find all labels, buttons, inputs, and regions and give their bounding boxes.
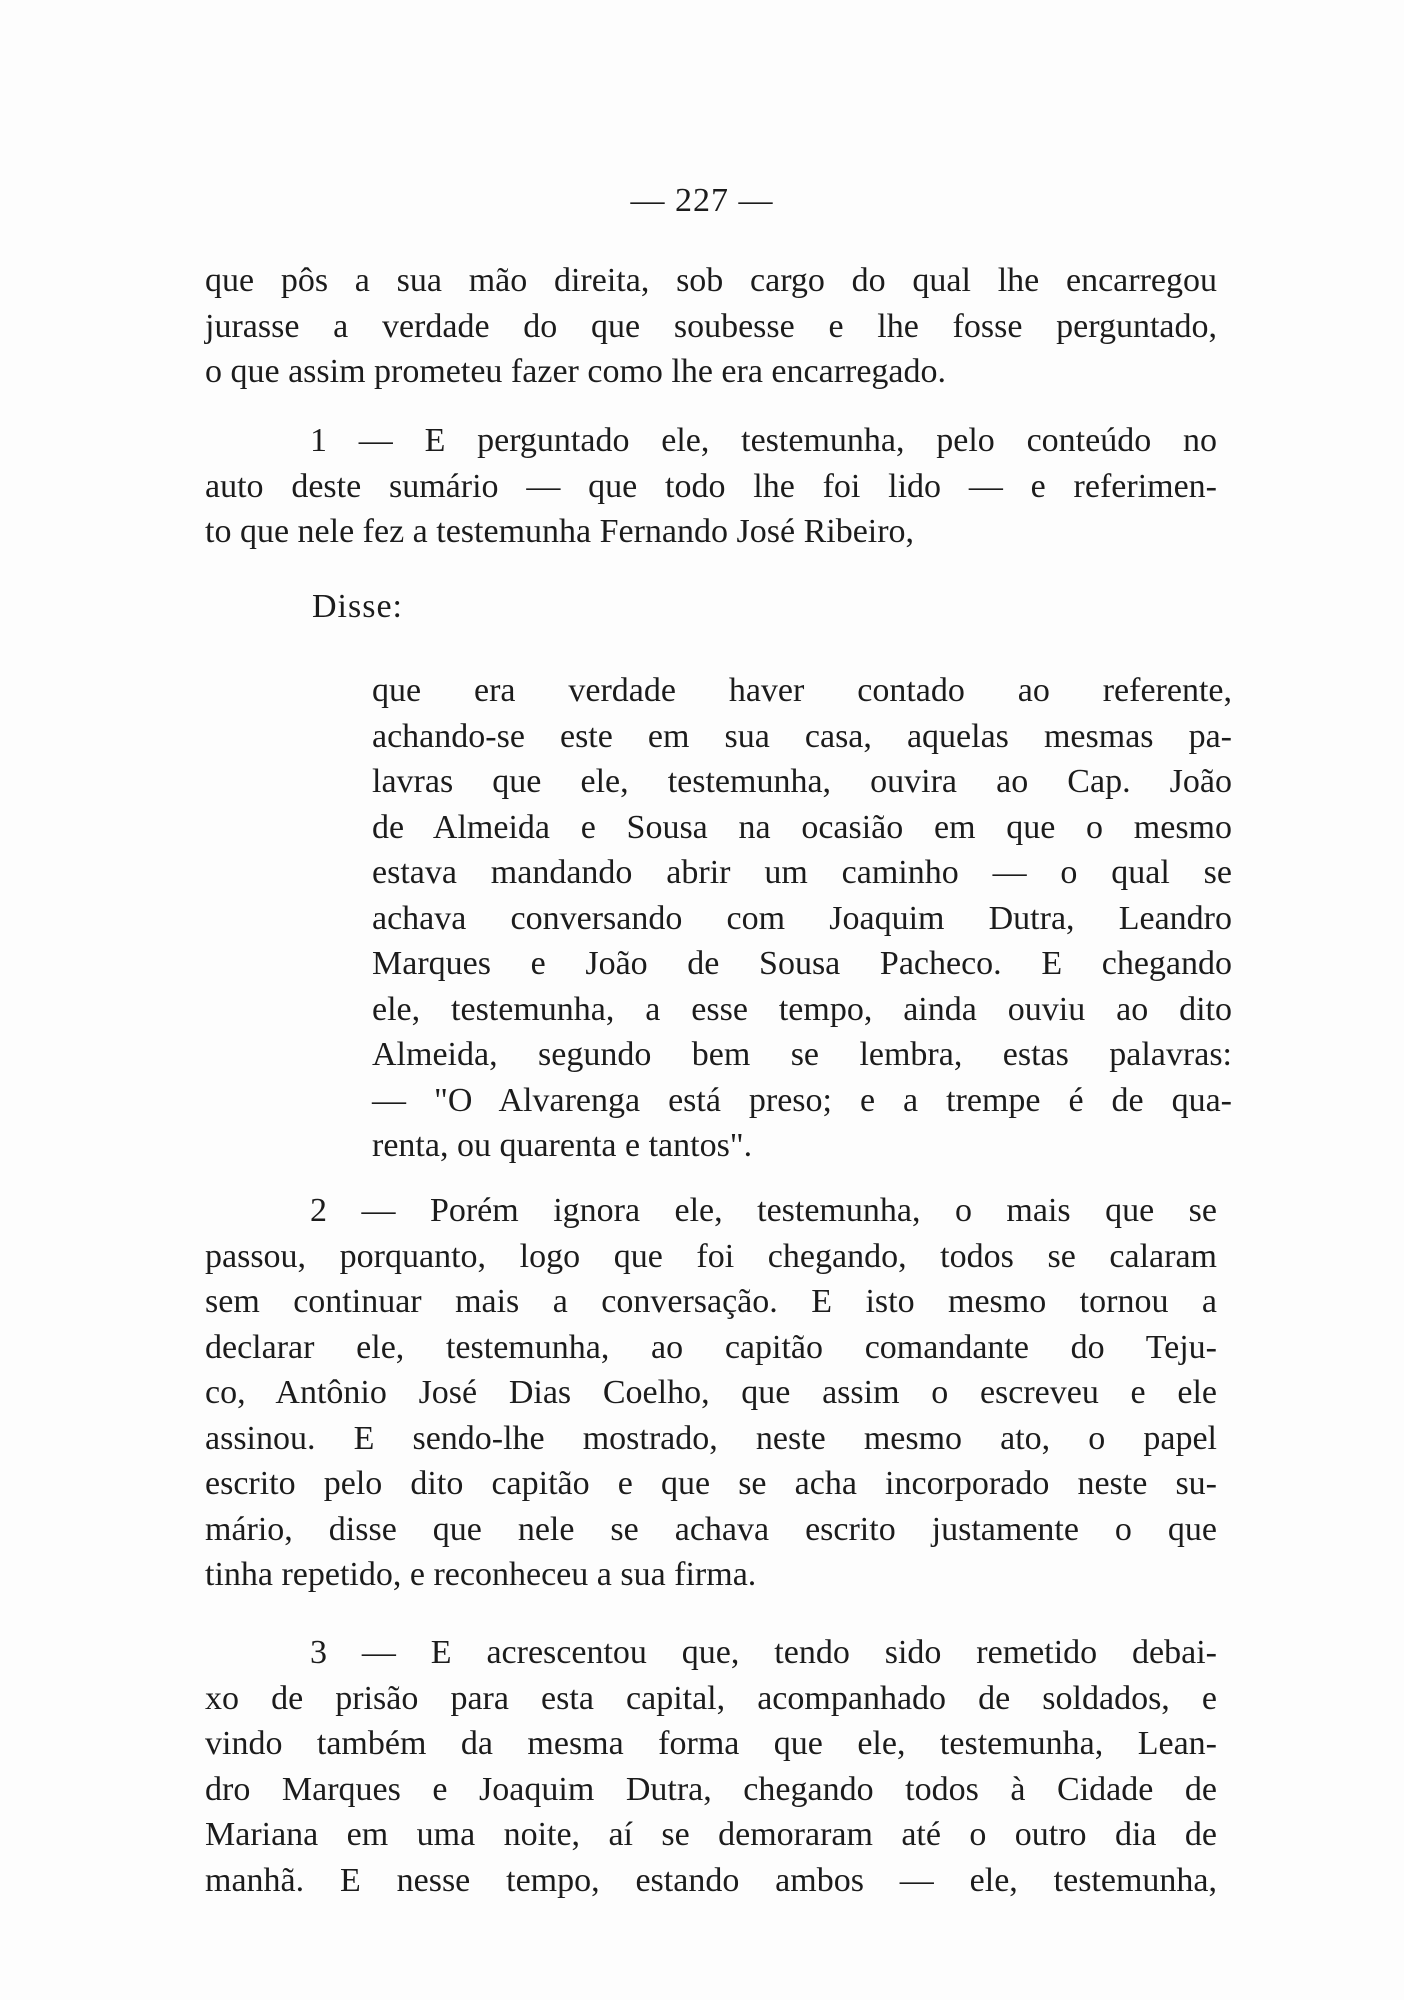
quote-line: Almeida, segundo bem se lembra, estas palavras: [372, 1036, 1232, 1073]
quote-line: renta, ou quarenta e tantos". [372, 1127, 753, 1164]
quote-line: ele, testemunha, a esse tempo, ainda ouviu ao dito [372, 990, 1232, 1028]
quote-line: estava mandando abrir um caminho — o qual se [372, 854, 1232, 891]
text-line: que pôs a sua mão direita, sob cargo do qual lhe encarregou [205, 262, 1217, 299]
quote-line: achando-se este em sua casa, aquelas mesmas pa- [372, 717, 1232, 755]
text-line: Mariana em uma noite, aí se demoraram até o outro dia de [205, 1816, 1217, 1853]
paragraph-3 [205, 1630, 1217, 1903]
text-line: dro Marques e Joaquim Dutra, chegando todos à Cidade de [205, 1770, 1217, 1808]
quote-block [372, 668, 1232, 1169]
text-line: auto deste sumário — que todo lhe foi lido — e referimen- [205, 467, 1217, 505]
text-line: passou, porquanto, logo que foi chegando, todos se calaram [205, 1237, 1217, 1275]
quote-line: achava conversando com Joaquim Dutra, Leandro [372, 899, 1232, 937]
text-line: jurasse a verdade do que soubesse e lhe fosse perguntado, [205, 307, 1217, 345]
disse-heading: Disse: [312, 588, 403, 625]
text-line: escrito pelo dito capitão e que se acha incorporado neste su- [205, 1465, 1217, 1502]
page-number: — 227 — [630, 182, 774, 219]
text-line: sem continuar mais a conversação. E isto mesmo tornou a [205, 1283, 1217, 1320]
paragraph-2 [205, 1188, 1217, 1598]
text-line: co, Antônio José Dias Coelho, que assim o escreveu e ele [205, 1374, 1217, 1411]
text-line: 2 — Porém ignora ele, testemunha, o mais que se [310, 1192, 1217, 1229]
text-line: 3 — E acrescentou que, tendo sido remetido debai- [310, 1634, 1217, 1671]
paragraph-1 [205, 418, 1217, 555]
quote-line: — "O Alvarenga está preso; e a trempe é de qua- [372, 1081, 1232, 1119]
quote-line: lavras que ele, testemunha, ouvira ao Cap. João [372, 763, 1232, 800]
text-line: o que assim prometeu fazer como lhe era encarregado. [205, 353, 947, 390]
text-line: declarar ele, testemunha, ao capitão comandante do Teju- [205, 1328, 1217, 1366]
quote-line: que era verdade haver contado ao referente, [372, 672, 1232, 709]
text-line: xo de prisão para esta capital, acompanhado de soldados, e [205, 1679, 1217, 1717]
text-line: manhã. E nesse tempo, estando ambos — ele, testemunha, [205, 1861, 1217, 1899]
text-line: 1 — E perguntado ele, testemunha, pelo conteúdo no [310, 422, 1217, 459]
paragraph-intro [205, 258, 1217, 395]
quote-line: de Almeida e Sousa na ocasião em que o mesmo [372, 808, 1232, 846]
text-line: to que nele fez a testemunha Fernando José Ribeiro, [205, 513, 915, 550]
text-line: assinou. E sendo-lhe mostrado, neste mesmo ato, o papel [205, 1419, 1217, 1457]
quote-line: Marques e João de Sousa Pacheco. E chegando [372, 945, 1232, 982]
text-line: vindo também da mesma forma que ele, testemunha, Lean- [205, 1725, 1217, 1762]
text-line: tinha repetido, e reconheceu a sua firma. [205, 1556, 757, 1593]
text-line: mário, disse que nele se achava escrito justamente o que [205, 1510, 1217, 1548]
